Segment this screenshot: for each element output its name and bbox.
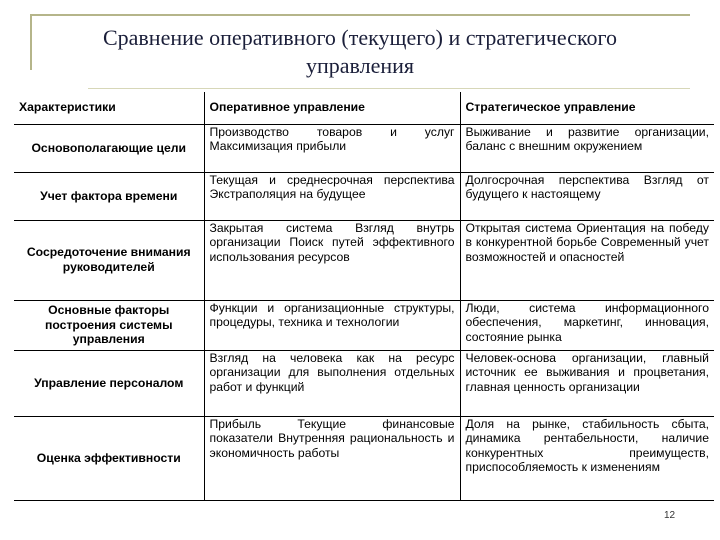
table-header-row [14,92,714,124]
table-row [14,220,714,300]
strategic-cell: Выживание и развитие организации, баланс с внешним окружением [460,124,714,172]
row-label: Оценка эффективности [14,416,204,500]
slide-title-line-1: Сравнение оперативного (текущего) и стратегического [102,25,617,50]
operative-cell: Закрытая система Взгляд внутрь организации Поиск путей эффективного использования ресурсов [204,220,460,300]
header-strategic: Стратегическое управление [465,100,636,115]
title-underline [88,88,690,89]
strategic-cell: Люди, система информационного обеспечения, маркетинг, инновация, состояние рынка [460,300,714,350]
row-label: Учет фактора времени [14,172,204,220]
operative-cell: Текущая и среднесрочная перспектива Экстраполяция на будущее [204,172,460,220]
strategic-cell: Открытая система Ориентация на победу в конкурентной борьбе Современный учет возможностей и опасностей [460,220,714,300]
slide-title [40,24,680,80]
row-label: Основные факторы построения системы управления [14,300,204,350]
operative-cell: Взгляд на человека как на ресурс организации для выполнения отдельных работ и функций [204,350,460,416]
comparison-table [14,92,714,501]
operative-cell: Функции и организационные структуры, процедуры, техника и технологии [204,300,460,350]
row-label: Основополагающие цели [14,124,204,172]
row-label: Сосредоточение внимания руководителей [14,220,204,300]
page-number: 12 [664,510,676,521]
frame-vertical-line [30,14,32,70]
row-label: Управление персоналом [14,350,204,416]
strategic-cell: Долгосрочная перспектива Взгляд от будущего к настоящему [460,172,714,220]
table-row [14,300,714,350]
operative-cell: Производство товаров и услуг Максимизация прибыли [204,124,460,172]
strategic-cell: Человек-основа организации, главный источник ее выживания и процветания, главная ценность организации [460,350,714,416]
slide-title-line-2: управления [305,53,415,78]
strategic-cell: Доля на рынке, стабильность сбыта, динамика рентабельности, наличие конкурентных преимуществ, приспособляемость к изменениям [460,416,714,500]
header-operative: Оперативное управление [204,92,460,124]
table-row [14,416,714,500]
operative-cell: Прибыль Текущие финансовые показатели Внутренняя рациональность и экономичность работы [204,416,460,500]
header-characteristics: Характеристики [19,100,116,115]
table-row [14,350,714,416]
table-row [14,172,714,220]
table-row [14,124,714,172]
frame-horizontal-line [30,14,690,16]
